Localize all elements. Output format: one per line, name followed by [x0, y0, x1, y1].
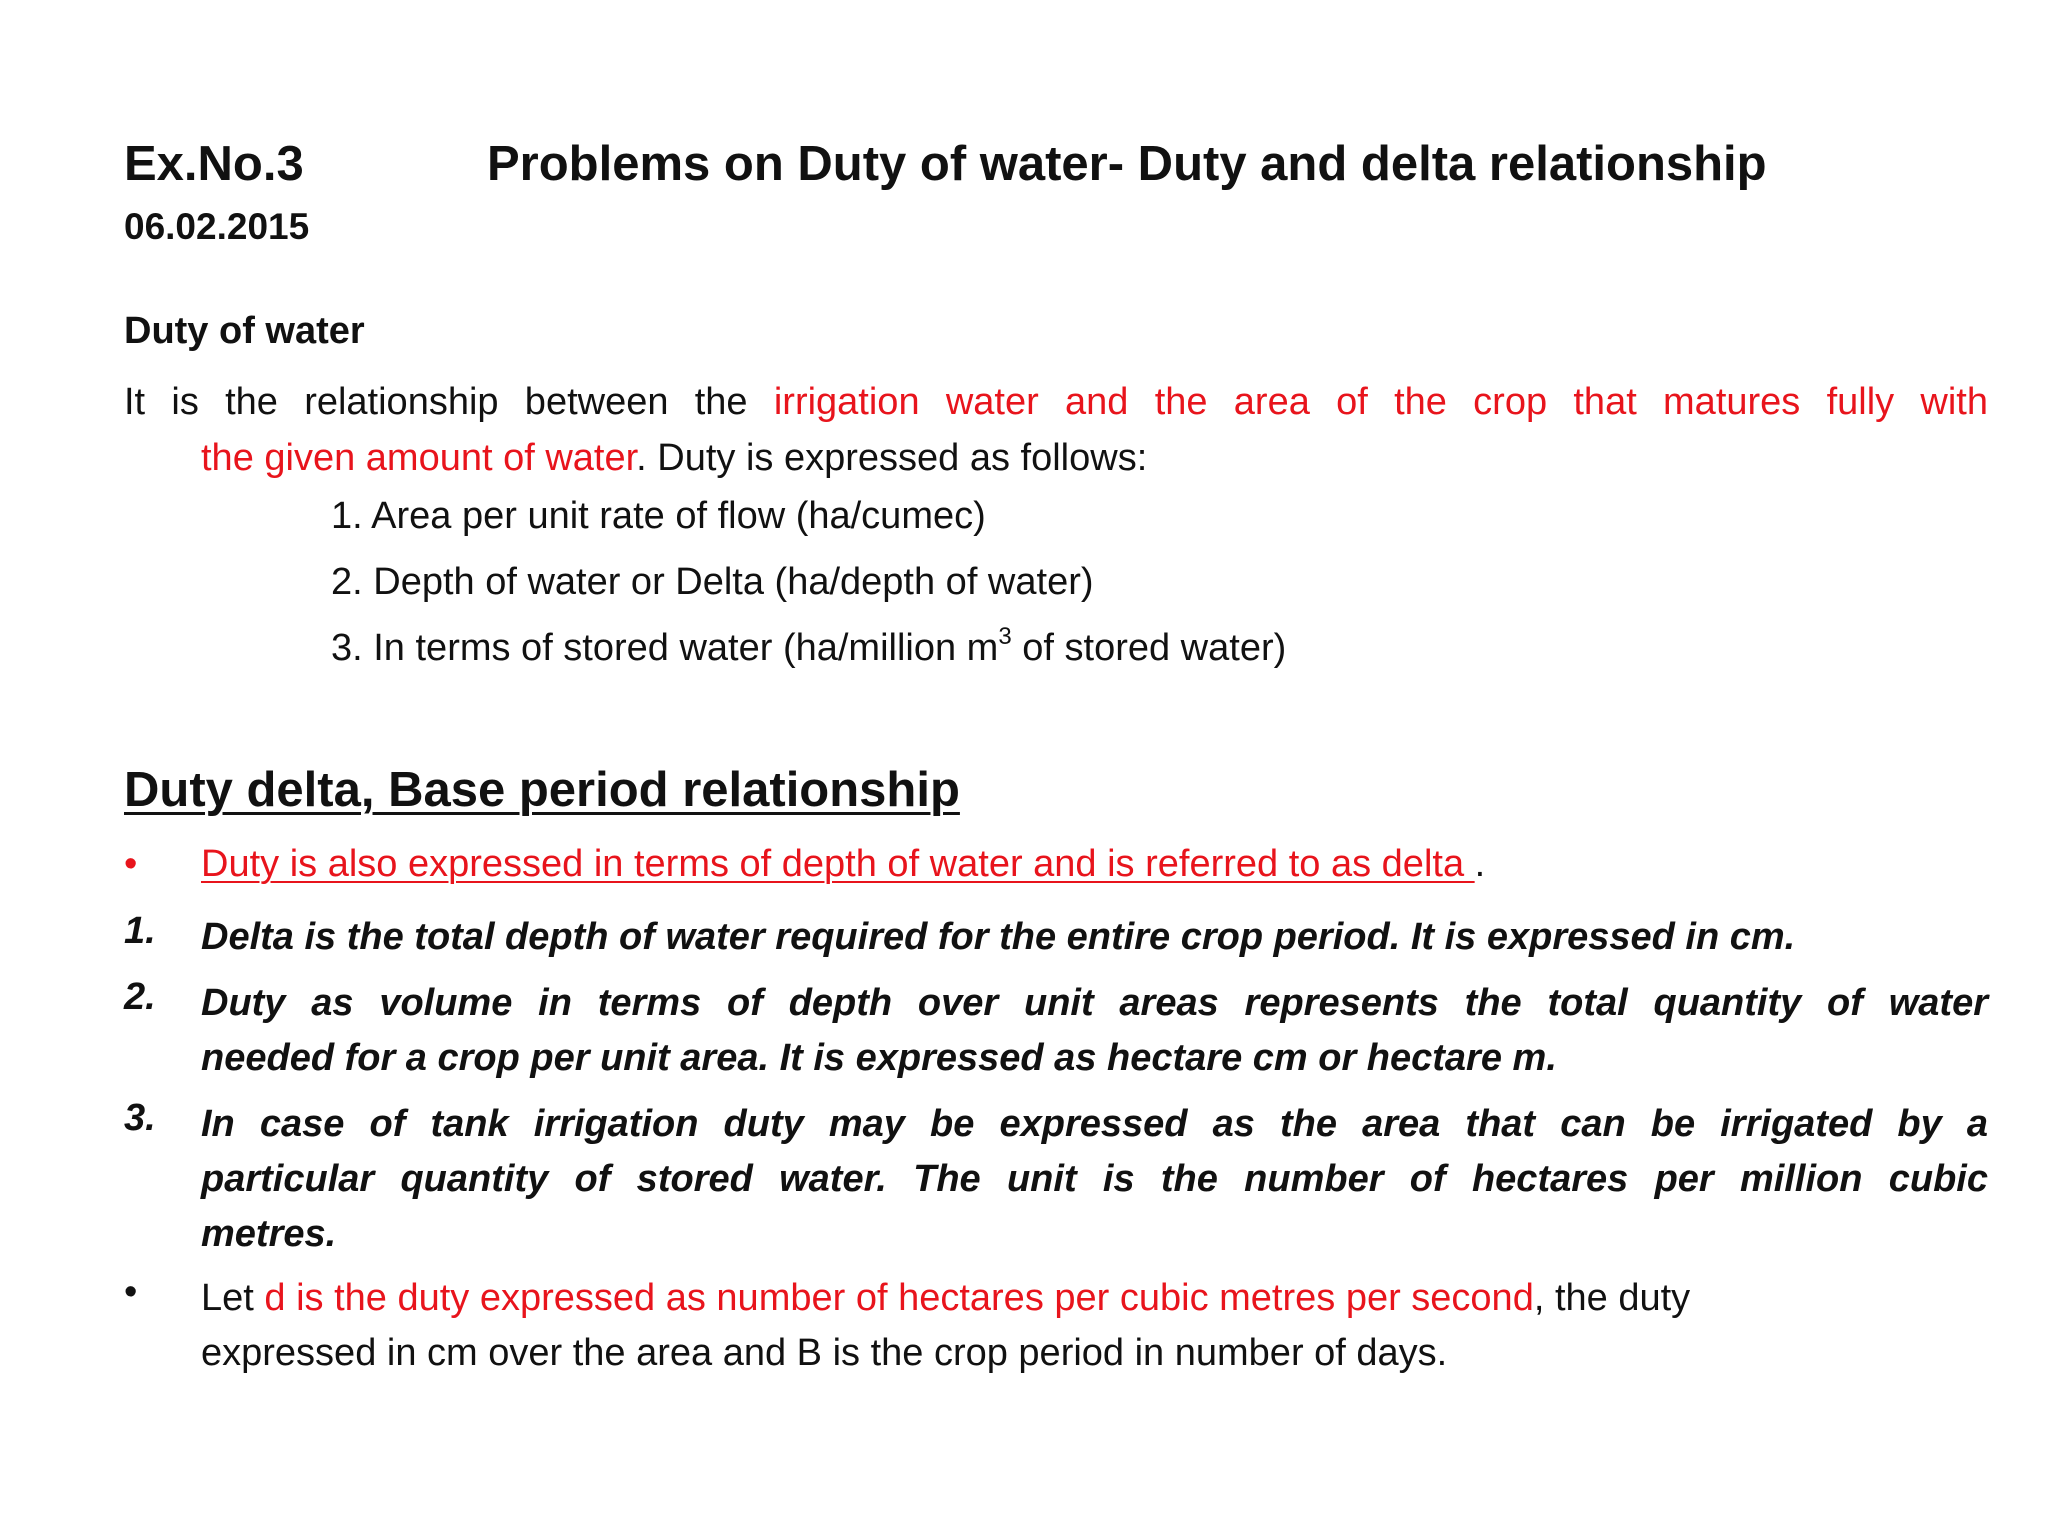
bullet-2-line-2: expressed in cm over the area and B is the crop period in number of days.: [201, 1332, 1448, 1374]
numbered-item-2-line-2: needed for a crop per unit area. It is expressed as hectare cm or hectare m.: [201, 1037, 1557, 1079]
numbered-marker-1: 1.: [124, 910, 156, 952]
numbered-item-3-line-3: metres.: [201, 1213, 337, 1255]
exercise-number: Ex.No.3: [124, 137, 304, 191]
duty-list-item-2: 2. Depth of water or Delta (ha/depth of water): [331, 561, 1094, 603]
duty-of-water-heading: Duty of water: [124, 310, 365, 352]
bullet-2-highlight: d is the duty expressed as number of hectares per cubic metres per second: [264, 1277, 1534, 1319]
numbered-item-3-line-1: In case of tank irrigation duty may be expressed as the area that can be irrigated by a: [201, 1103, 1988, 1145]
duty-list-item-3-superscript: 3: [998, 623, 1012, 650]
bullet-2-prefix: Let: [201, 1277, 265, 1319]
duty-definition-highlight-1: irrigation water and the area of the crop that matures fully with: [773, 381, 1988, 423]
bullet-1: [201, 843, 1485, 886]
duty-definition-paragraph: [124, 374, 1988, 486]
duty-definition-line-1: [124, 374, 1988, 430]
bullet-2: [201, 1271, 1988, 1381]
slide-date: 06.02.2015: [124, 206, 310, 247]
duty-definition-suffix: . Duty is expressed as follows:: [636, 437, 1148, 479]
relationship-heading: Duty delta, Base period relationship: [124, 763, 960, 817]
numbered-item-3: [201, 1097, 1988, 1262]
duty-list-item-3-prefix: 3. In terms of stored water (ha/million m: [331, 627, 999, 669]
slide-title: Problems on Duty of water- Duty and delta relationship: [487, 137, 1767, 191]
bullet-1-period: .: [1474, 843, 1486, 885]
duty-list-item-3-suffix: of stored water): [1011, 627, 1287, 669]
duty-definition-highlight-2: the given amount of water: [201, 437, 637, 479]
bullet-marker-2: •: [124, 1271, 138, 1313]
numbered-marker-3: 3.: [124, 1097, 156, 1139]
bullet-2-suffix: , the duty: [1533, 1277, 1691, 1319]
bullet-1-text: Duty is also expressed in terms of depth of water and is referred to as delta: [201, 843, 1475, 885]
numbered-marker-2: 2.: [124, 976, 156, 1018]
duty-definition-line-2: [124, 430, 1988, 486]
duty-list-item-1: 1. Area per unit rate of flow (ha/cumec): [331, 495, 986, 537]
numbered-item-1-line-1: Delta is the total depth of water required for the entire crop period. It is expressed in cm.: [201, 916, 1796, 958]
duty-list-item-3: [331, 623, 1287, 670]
duty-definition-prefix: It is the relationship between the: [124, 381, 774, 423]
numbered-item-2-line-1: Duty as volume in terms of depth over unit areas represents the total quantity of water: [201, 982, 1988, 1024]
numbered-item-2: [201, 976, 1988, 1086]
numbered-item-3-line-2: particular quantity of stored water. The unit is the number of hectares per million cubic: [201, 1158, 1988, 1200]
bullet-2-line-1: [201, 1271, 1988, 1326]
numbered-item-1: [201, 910, 1988, 965]
bullet-marker-1: •: [124, 843, 138, 885]
